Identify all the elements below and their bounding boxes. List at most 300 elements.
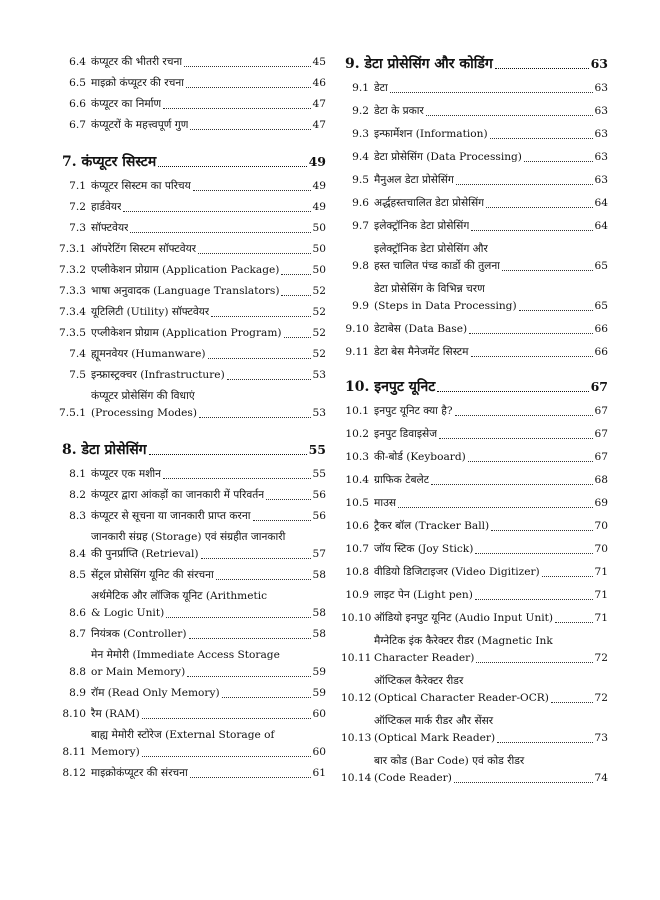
dot-leader — [284, 337, 311, 338]
dot-leader — [431, 484, 592, 485]
dot-leader — [184, 66, 310, 67]
dot-leader — [475, 553, 592, 554]
dot-leader — [253, 520, 311, 521]
entry-number: 9.1 — [352, 82, 369, 94]
entry-number: 7.3 — [69, 222, 86, 234]
entry-number: 7.3.1 — [59, 243, 86, 255]
entry-title-continuation-line — [91, 744, 326, 761]
entry-title: लाइट पेन (Light pen) — [374, 589, 473, 601]
toc-entry — [62, 765, 326, 782]
entry-page-number: 67 — [594, 428, 608, 440]
entry-text — [91, 487, 326, 504]
toc-entry — [62, 75, 326, 92]
entry-title-continuation-line — [374, 730, 608, 747]
entry-title: डेटा बेस मैनेजमेंट सिस्टम — [374, 346, 469, 358]
toc-entry — [59, 283, 326, 300]
entry-title: की-बोर्ड (Keyboard) — [374, 451, 466, 463]
toc-entry — [345, 564, 608, 581]
entry-line — [374, 321, 608, 338]
entry-page-number: 72 — [594, 692, 608, 704]
entry-title-continuation-line — [91, 405, 326, 422]
entry-title-continuation: की पुनर्प्राप्ति (Retrieval) — [91, 548, 199, 560]
entry-text — [91, 706, 326, 723]
entry-text — [374, 126, 608, 143]
entry-number: 9.11 — [345, 346, 369, 358]
entry-title: जॉय स्टिक (Joy Stick) — [374, 543, 474, 555]
dot-leader — [208, 358, 311, 359]
entry-number: 8.8 — [69, 666, 86, 678]
dot-leader — [495, 68, 589, 69]
entry-title-continuation-line — [374, 690, 608, 707]
entry-text — [91, 567, 326, 584]
entry-page-number: 73 — [594, 732, 608, 744]
entry-title: मैनुअल डेटा प्रोसेसिंग — [374, 174, 454, 186]
entry-title: कंप्यूटर एक मशीन — [91, 468, 162, 480]
entry-text — [374, 713, 608, 747]
entry-page-number: 65 — [594, 300, 608, 312]
entry-text — [374, 218, 608, 235]
entry-title: भाषा अनुवादक (Language Translators) — [91, 285, 280, 297]
entry-number: 9.9 — [352, 300, 369, 312]
chapter-page-number: 49 — [308, 154, 326, 169]
entry-title: कंप्यूटर का निर्माण — [91, 98, 162, 110]
entry-line — [91, 283, 326, 300]
entry-text — [91, 117, 326, 134]
dot-leader — [398, 507, 592, 508]
entry-text — [91, 508, 326, 525]
entry-text — [91, 588, 326, 622]
toc-entry — [345, 241, 608, 275]
toc-entry — [59, 304, 326, 321]
entry-page-number: 58 — [312, 607, 326, 619]
entry-number: 10.3 — [345, 451, 369, 463]
chapter-page-number: 67 — [590, 379, 608, 394]
entry-text — [91, 283, 326, 300]
entry-text — [374, 449, 608, 466]
entry-text — [374, 564, 608, 581]
dot-leader — [281, 274, 310, 275]
dot-leader — [189, 638, 311, 639]
toc-entry — [345, 449, 608, 466]
dot-leader — [130, 232, 310, 233]
entry-text — [374, 103, 608, 120]
dot-leader — [390, 92, 593, 93]
entry-text — [91, 765, 326, 782]
entry-number: 7.2 — [69, 201, 86, 213]
entry-title: डेटा — [374, 82, 388, 94]
entry-text — [374, 633, 608, 667]
entry-page-number: 56 — [312, 510, 326, 522]
entry-title: सॉफ्टवेयर — [91, 222, 129, 234]
toc-entry — [62, 647, 326, 681]
entry-number: 10.11 — [341, 652, 372, 664]
entry-line — [91, 262, 326, 279]
dot-leader — [142, 718, 311, 719]
entry-text — [91, 727, 326, 761]
entry-page-number: 45 — [312, 56, 326, 68]
entry-title: जानकारी संग्रह (Storage) एवं संग्रहीत जानकारी — [91, 531, 286, 543]
entry-text — [374, 426, 608, 443]
entry-text — [374, 321, 608, 338]
entry-line — [91, 567, 326, 584]
entry-line — [374, 195, 608, 212]
entry-line — [374, 172, 608, 189]
entry-line — [91, 75, 326, 92]
entry-title: ग्राफिक टेबलेट — [374, 474, 430, 486]
entry-page-number: 64 — [594, 220, 608, 232]
entry-title-continuation-line — [91, 664, 326, 681]
entry-number: 8.2 — [69, 489, 86, 501]
entry-page-number: 63 — [594, 105, 608, 117]
entry-title-continuation-line — [374, 770, 608, 787]
dot-leader — [123, 211, 310, 212]
toc-entry — [62, 588, 326, 622]
entry-line — [91, 765, 326, 782]
entry-title: रॉम (Read Only Memory) — [91, 687, 220, 699]
entry-title: वीडियो डिजिटाइजर (Video Digitizer) — [374, 566, 540, 578]
entry-title-continuation-line — [374, 258, 608, 275]
entry-page-number: 50 — [312, 243, 326, 255]
toc-entry — [341, 673, 608, 707]
entry-title: इलेक्ट्रॉनिक डेटा प्रोसेसिंग — [374, 220, 470, 232]
toc-entry — [62, 54, 326, 71]
entry-text — [91, 241, 326, 258]
entry-line — [374, 449, 608, 466]
toc-entry — [345, 103, 608, 120]
entry-title-continuation: (Steps in Data Processing) — [374, 300, 517, 312]
entry-title-continuation-line — [91, 546, 326, 563]
entry-number: 10.6 — [345, 520, 369, 532]
dot-leader — [227, 379, 311, 380]
toc-entry — [62, 685, 326, 702]
toc-entry — [345, 587, 608, 604]
entry-text — [374, 195, 608, 212]
entry-number: 10.4 — [345, 474, 369, 486]
entry-page-number: 55 — [312, 468, 326, 480]
entry-title: डेटाबेस (Data Base) — [374, 323, 468, 335]
entry-page-number: 47 — [312, 98, 326, 110]
entry-number: 10.5 — [345, 497, 369, 509]
entry-title: अर्थमेटिक और लॉजिक यूनिट (Arithmetic — [91, 590, 268, 602]
entry-line — [91, 178, 326, 195]
entry-title-continuation-line — [374, 650, 608, 667]
dot-leader — [193, 190, 311, 191]
toc-entry — [62, 367, 326, 384]
entry-number: 9.10 — [345, 323, 369, 335]
entry-text — [91, 178, 326, 195]
dot-leader — [190, 129, 310, 130]
entry-page-number: 49 — [312, 180, 326, 192]
entry-number: 10.12 — [341, 692, 372, 704]
toc-entry — [62, 727, 326, 761]
entry-title: हार्डवेयर — [91, 201, 122, 213]
entry-text — [91, 325, 326, 342]
toc-entry — [62, 706, 326, 723]
entry-number: 8.10 — [62, 708, 86, 720]
entry-page-number: 64 — [594, 197, 608, 209]
entry-title: अर्द्धहस्तचालित डेटा प्रोसेसिंग — [374, 197, 485, 209]
toc-chapter-heading — [345, 377, 608, 397]
entry-line — [91, 220, 326, 237]
toc-entry — [62, 567, 326, 584]
entry-text — [91, 304, 326, 321]
entry-number: 8.7 — [69, 628, 86, 640]
toc-entry — [345, 344, 608, 361]
entry-number: 10.8 — [345, 566, 369, 578]
toc-entry — [62, 529, 326, 563]
toc-chapter-heading — [62, 152, 326, 172]
dot-leader — [222, 697, 311, 698]
dot-leader — [468, 461, 593, 462]
dot-leader — [454, 782, 593, 783]
entry-title: बाह्य मेमोरी स्टोरेज (External Storage of — [91, 729, 275, 741]
entry-line — [91, 54, 326, 71]
entry-title-continuation: or Main Memory) — [91, 666, 186, 678]
entry-page-number: 52 — [312, 306, 326, 318]
dot-leader — [163, 108, 310, 109]
chapter-title: 9. डेटा प्रोसेसिंग और कोडिंग — [345, 56, 493, 72]
entry-number: 8.6 — [69, 607, 86, 619]
toc-entry — [59, 388, 326, 422]
entry-title: डेटा प्रोसेसिंग (Data Processing) — [374, 151, 522, 163]
entry-text — [91, 466, 326, 483]
entry-number: 8.11 — [62, 746, 86, 758]
entry-number: 7.4 — [69, 348, 86, 360]
dot-leader — [211, 316, 310, 317]
entry-line — [91, 508, 326, 525]
toc-entry — [62, 199, 326, 216]
entry-text — [374, 241, 608, 275]
entry-line — [91, 241, 326, 258]
entry-title: ह्यूमनवेयर (Humanware) — [91, 348, 206, 360]
entry-page-number: 63 — [594, 128, 608, 140]
entry-line — [91, 626, 326, 643]
entry-line — [374, 564, 608, 581]
entry-page-number: 71 — [594, 589, 608, 601]
entry-line — [374, 587, 608, 604]
entry-number: 9.7 — [352, 220, 369, 232]
entry-number: 6.5 — [69, 77, 86, 89]
entry-page-number: 65 — [594, 260, 608, 272]
entry-title: ऑप्टिकल मार्क रीडर और सेंसर — [374, 715, 494, 727]
toc-entry — [341, 753, 608, 787]
entry-line — [374, 218, 608, 235]
entry-text — [374, 172, 608, 189]
entry-line — [374, 426, 608, 443]
entry-line — [91, 304, 326, 321]
entry-page-number: 52 — [312, 285, 326, 297]
entry-number: 7.3.4 — [59, 306, 86, 318]
toc-entry — [345, 472, 608, 489]
entry-title: ट्रैकर बॉल (Tracker Ball) — [374, 520, 490, 532]
entry-number: 9.5 — [352, 174, 369, 186]
entry-page-number: 63 — [594, 174, 608, 186]
entry-number: 9.6 — [352, 197, 369, 209]
toc-entry — [345, 541, 608, 558]
entry-line — [91, 685, 326, 702]
entry-title: कंप्यूटर सिस्टम का परिचय — [91, 180, 191, 192]
entry-number: 7.1 — [69, 180, 86, 192]
toc-entry — [62, 346, 326, 363]
dot-leader — [199, 417, 311, 418]
toc-entry — [59, 262, 326, 279]
chapter-title: 8. डेटा प्रोसेसिंग — [62, 442, 147, 458]
entry-page-number: 71 — [594, 612, 608, 624]
entry-title: सेंट्रल प्रोसेसिंग यूनिट की संरचना — [91, 569, 214, 581]
entry-number: 7.3.3 — [59, 285, 86, 297]
entry-line — [91, 367, 326, 384]
entry-text — [91, 262, 326, 279]
entry-title: माउस — [374, 497, 397, 509]
dot-leader — [426, 115, 593, 116]
dot-leader — [471, 230, 592, 231]
entry-title: एप्लीकेशन प्रोग्राम (Application Program) — [91, 327, 282, 339]
dot-leader — [216, 579, 311, 580]
entry-page-number: 66 — [594, 323, 608, 335]
entry-title: कंप्यूटर की भीतरी रचना — [91, 56, 183, 68]
toc-entry — [62, 220, 326, 237]
toc-entry — [59, 325, 326, 342]
entry-text — [374, 518, 608, 535]
entry-page-number: 63 — [594, 151, 608, 163]
dot-leader — [502, 270, 593, 271]
entry-number: 8.12 — [62, 767, 86, 779]
chapter-page-number: 55 — [308, 442, 326, 457]
toc-chapter-heading — [345, 54, 608, 74]
dot-leader — [542, 576, 593, 577]
entry-text — [374, 149, 608, 166]
entry-number: 9.4 — [352, 151, 369, 163]
entry-page-number: 52 — [312, 348, 326, 360]
entry-page-number: 53 — [312, 407, 326, 419]
entry-line — [91, 487, 326, 504]
dot-leader — [471, 356, 593, 357]
entry-page-number: 72 — [594, 652, 608, 664]
entry-text — [374, 344, 608, 361]
dot-leader — [475, 599, 593, 600]
entry-title: माइक्रो कंप्यूटर की रचना — [91, 77, 184, 89]
entry-page-number: 59 — [312, 687, 326, 699]
entry-line — [374, 149, 608, 166]
entry-line — [91, 466, 326, 483]
dot-leader — [455, 415, 593, 416]
entry-number: 6.6 — [69, 98, 86, 110]
dot-leader — [524, 161, 593, 162]
entry-page-number: 57 — [312, 548, 326, 560]
entry-number: 9.2 — [352, 105, 369, 117]
toc-right-column — [341, 54, 608, 793]
entry-title: इनपुट यूनिट क्या है? — [374, 405, 453, 417]
entry-title: कंप्यूटर प्रोसेसिंग की विधाएं — [91, 390, 195, 402]
entry-title: एप्लीकेशन प्रोग्राम (Application Package) — [91, 264, 280, 276]
entry-line — [374, 472, 608, 489]
entry-page-number: 58 — [312, 628, 326, 640]
entry-text — [374, 472, 608, 489]
entry-text — [374, 587, 608, 604]
entry-page-number: 59 — [312, 666, 326, 678]
toc-entry — [62, 487, 326, 504]
entry-page-number: 47 — [312, 119, 326, 131]
entry-title-continuation: Memory) — [91, 746, 140, 758]
entry-page-number: 68 — [594, 474, 608, 486]
entry-page-number: 61 — [312, 767, 326, 779]
entry-title: इन्फ्रास्ट्रक्चर (Infrastructure) — [91, 369, 225, 381]
dot-leader — [187, 676, 310, 677]
entry-page-number: 66 — [594, 346, 608, 358]
dot-leader — [158, 166, 306, 167]
entry-title-continuation: (Code Reader) — [374, 772, 452, 784]
dot-leader — [163, 478, 310, 479]
entry-title: इलेक्ट्रॉनिक डेटा प्रोसेसिंग और — [374, 243, 488, 255]
entry-text — [374, 541, 608, 558]
entry-line — [374, 541, 608, 558]
dot-leader — [519, 310, 593, 311]
toc-entry — [345, 426, 608, 443]
dot-leader — [476, 662, 592, 663]
entry-number: 8.3 — [69, 510, 86, 522]
entry-title: मेन मेमोरी (Immediate Access Storage — [91, 649, 280, 661]
toc-entry — [59, 241, 326, 258]
entry-number: 9.8 — [352, 260, 369, 272]
entry-number: 8.1 — [69, 468, 86, 480]
entry-title: यूटिलिटी (Utility) सॉफ्टवेयर — [91, 306, 210, 318]
entry-number: 7.5 — [69, 369, 86, 381]
entry-text — [91, 199, 326, 216]
entry-page-number: 70 — [594, 543, 608, 555]
entry-page-number: 60 — [312, 708, 326, 720]
entry-line — [91, 706, 326, 723]
entry-page-number: 58 — [312, 569, 326, 581]
entry-text — [91, 647, 326, 681]
entry-page-number: 67 — [594, 451, 608, 463]
entry-title-continuation: (Processing Modes) — [91, 407, 197, 419]
dot-leader — [437, 391, 588, 392]
toc-entry — [345, 218, 608, 235]
entry-text — [91, 54, 326, 71]
entry-title: नियंत्रक (Controller) — [91, 628, 187, 640]
dot-leader — [551, 702, 593, 703]
entry-number: 6.4 — [69, 56, 86, 68]
entry-line — [374, 103, 608, 120]
entry-number: 6.7 — [69, 119, 86, 131]
dot-leader — [490, 138, 593, 139]
toc-entry — [345, 126, 608, 143]
entry-number: 10.10 — [341, 612, 372, 624]
toc-entry — [345, 172, 608, 189]
entry-line — [374, 344, 608, 361]
entry-line — [374, 80, 608, 97]
entry-page-number: 67 — [594, 405, 608, 417]
toc-entry — [345, 80, 608, 97]
entry-line — [91, 96, 326, 113]
entry-number: 8.5 — [69, 569, 86, 581]
toc-entry — [62, 178, 326, 195]
dot-leader — [555, 622, 592, 623]
entry-title-continuation: (Optical Mark Reader) — [374, 732, 496, 744]
toc-entry — [62, 466, 326, 483]
toc-entry — [345, 281, 608, 315]
entry-title: मैग्नेटिक इंक कैरेक्टर रीडर (Magnetic Ink — [374, 635, 553, 647]
toc-entry — [341, 633, 608, 667]
dot-leader — [190, 777, 311, 778]
toc-entry — [62, 508, 326, 525]
entry-title: रैम (RAM) — [91, 708, 140, 720]
dot-leader — [198, 253, 310, 254]
entry-title-continuation: (Optical Character Reader-OCR) — [374, 692, 549, 704]
dot-leader — [142, 756, 311, 757]
dot-leader — [439, 438, 592, 439]
entry-text — [91, 346, 326, 363]
